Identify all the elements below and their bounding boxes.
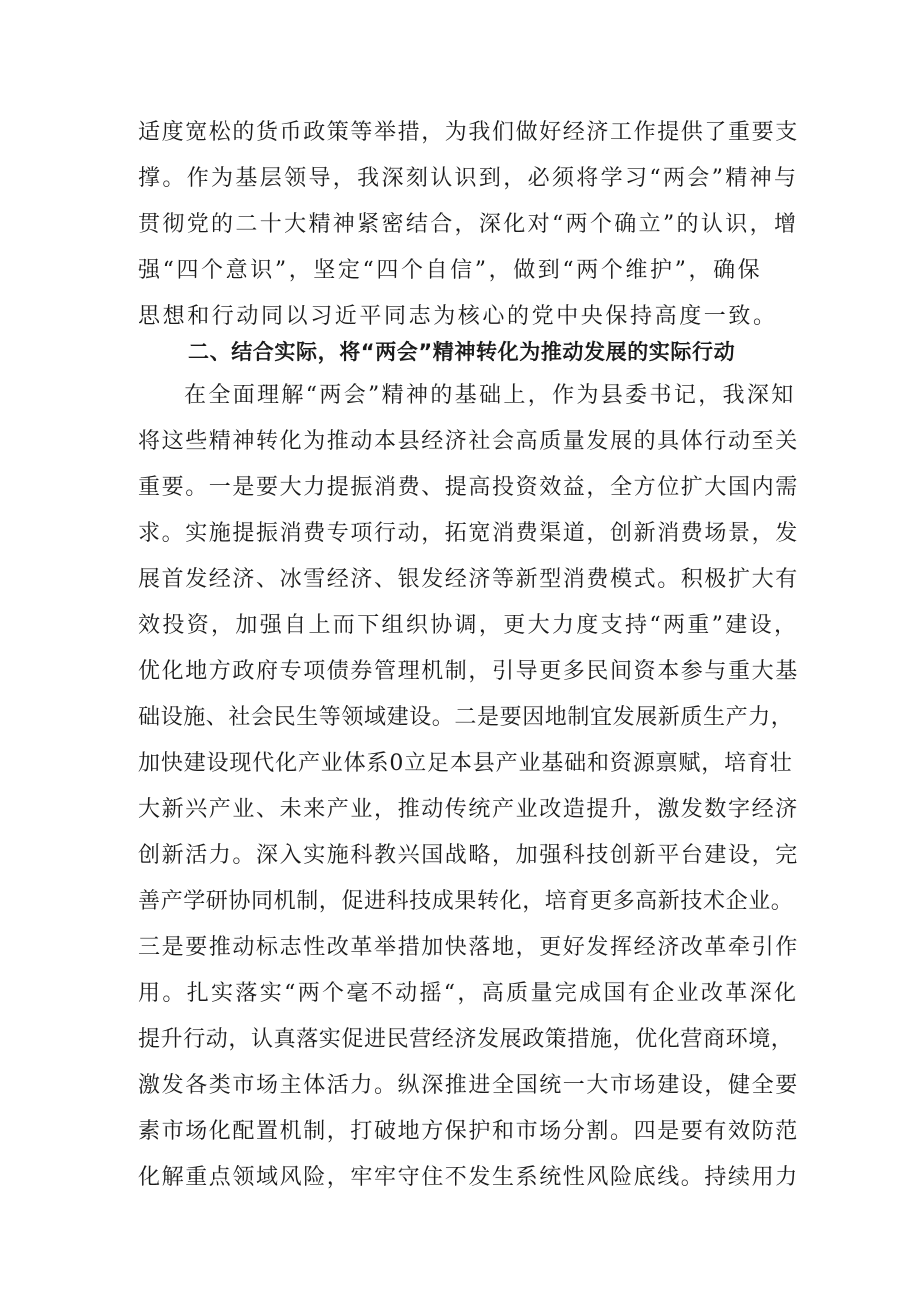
text-line: 三是要推动标志性改革举措加快落地，更好发挥经济改革牵引作	[138, 935, 799, 960]
text-line: 化解重点领域风险，牢牢守住不发生系统性风险底线。持续用力	[138, 1165, 799, 1190]
text-line: 重要。一是要大力提振消费、提高投资效益，全方位扩大国内需	[138, 475, 799, 500]
text-line: 素市场化配置机制，打破地方保护和市场分割。四是要有效防范	[138, 1119, 799, 1144]
text-line: 贯彻党的二十大精神紧密结合，深化对“两个确立”的认识，增	[138, 212, 799, 237]
text-line: 用。扎实落实“两个毫不动摇“，高质量完成国有企业改革深化	[138, 981, 799, 1006]
text-line: 大新兴产业、未来产业，推动传统产业改造提升，激发数字经济	[138, 797, 799, 822]
text-line: 创新活力。深入实施科教兴国战略，加强科技创新平台建设，完	[138, 843, 799, 868]
text-line: 在全面理解“两会”精神的基础上，作为县委书记，我深知	[184, 383, 796, 408]
text-line: 展首发经济、冰雪经济、银发经济等新型消费模式。积极扩大有	[138, 567, 799, 592]
text-line: 激发各类市场主体活力。纵深推进全国统一大市场建设，健全要	[138, 1073, 799, 1098]
text-line: 求。实施提振消费专项行动，拓宽消费渠道，创新消费场景，发	[138, 521, 799, 546]
text-line: 善产学研协同机制，促进科技成果转化，培育更多高新技术企业。	[138, 889, 794, 914]
text-line: 提升行动，认真落实促进民营经济发展政策措施，优化营商环境，	[138, 1027, 794, 1052]
text-line: 撑。作为基层领导，我深刻认识到，必须将学习“两会”精神与	[138, 166, 799, 191]
text-line: 将这些精神转化为推动本县经济社会高质量发展的具体行动至关	[138, 429, 799, 454]
text-line: 适度宽松的货币政策等举措，为我们做好经济工作提供了重要支	[138, 120, 799, 145]
section-heading: 二、结合实际，将“两会”精神转化为推动发展的实际行动	[188, 340, 736, 364]
text-line: 优化地方政府专项债券管理机制，引导更多民间资本参与重大基	[138, 659, 799, 684]
text-line: 效投资，加强自上而下组织协调，更大力度支持“两重”建设，	[138, 613, 799, 638]
text-line: 思想和行动同以习近平同志为核心的党中央保持高度一致。	[138, 304, 778, 329]
text-line: 加快建设现代化产业体系0立足本县产业基础和资源禀赋，培育壮	[138, 751, 793, 776]
text-line: 强“四个意识”，坚定“四个自信”，做到“两个维护”，确保	[138, 258, 763, 283]
text-line: 础设施、社会民生等领域建设。二是要因地制宜发展新质生产力，	[138, 705, 794, 730]
